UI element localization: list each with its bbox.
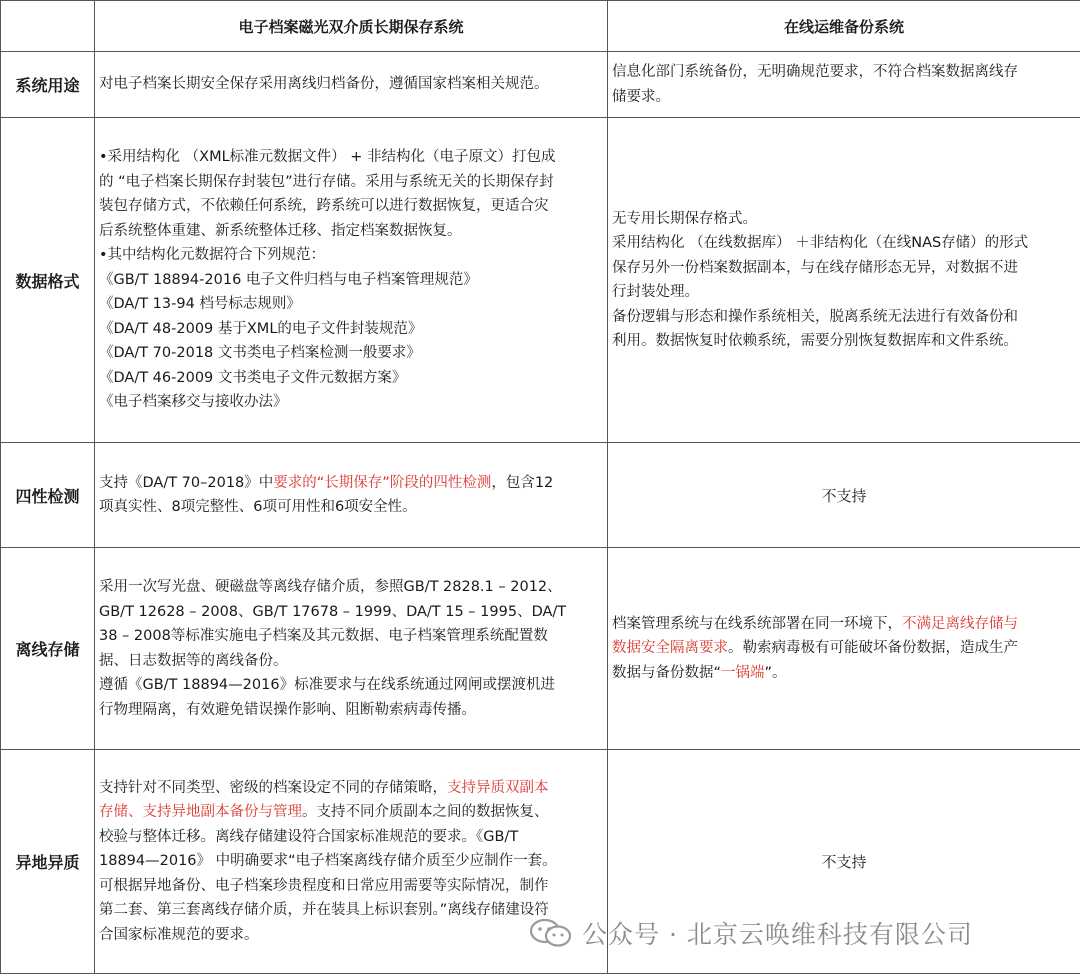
text-line	[612, 661, 1074, 686]
text-line: 的 “电子档案长期保存封装包”进行存储。采用与系统无关的长期保存封	[99, 173, 554, 190]
cell-left	[95, 443, 608, 548]
text-line: 遵循《GB/T 18894—2016》标准要求与在线系统通过网闸或摆渡机进	[99, 677, 556, 693]
text-line: 无专用长期保存格式。	[612, 210, 757, 227]
text-line: 保存另外一份档案数据副本，与在线存储形态无异，对数据不进	[612, 259, 1018, 276]
text-line	[99, 471, 601, 496]
text-line: •其中结构化元数据符合下列规范：	[99, 247, 326, 264]
text-line: 对电子档案长期安全保存采用离线归档备份，遵循国家档案相关规范。	[99, 76, 549, 93]
row-label: 四性检测	[1, 443, 95, 548]
header-empty	[1, 1, 95, 52]
watermark	[528, 915, 973, 951]
header-row	[1, 1, 1080, 52]
header-col-offline-system: 电子档案磁光双介质长期保存系统	[95, 1, 608, 52]
cell-right: 不支持	[608, 750, 1080, 974]
cell-right	[608, 52, 1080, 118]
row-label: 系统用途	[1, 52, 95, 118]
text-line: 合国家标准规范的要求。	[99, 926, 259, 943]
text-span: 支持《DA/T 70–2018》中	[99, 474, 274, 491]
text-line: GB/T 12628 – 2008、GB/T 17678 – 1999、DA/T 15 – 1995、DA/T	[99, 603, 567, 620]
text-line	[99, 776, 601, 801]
text-line: 《DA/T 70-2018 文书类电子档案检测一般要求》	[99, 345, 421, 362]
text-line: 信息化部门系统备份，无明确规范要求，不符合档案数据离线存	[612, 64, 1018, 80]
table-row	[1, 443, 1080, 548]
text-line: 《DA/T 13-94 档号标志规则》	[99, 296, 301, 313]
highlight-text: 不满足离线存储与	[902, 615, 1018, 632]
text-span: ”。	[764, 664, 787, 681]
text-line: 行封装处理。	[612, 284, 699, 300]
table-row	[1, 548, 1080, 750]
text-line: 储要求。	[612, 88, 670, 105]
text-span: 数据与备份数据“	[612, 664, 722, 681]
cell-right	[608, 548, 1080, 750]
text-span: 档案管理系统与在线系统部署在同一环境下，	[612, 615, 902, 632]
text-line: 采用结构化 （在线数据库） ＋非结构化（在线NAS存储）的形式	[612, 235, 1029, 251]
text-line	[99, 800, 601, 825]
row-label: 离线存储	[1, 548, 95, 750]
text-line: 《GB/T 18894-2016 电子文件归档与电子档案管理规范》	[99, 271, 478, 288]
text-line: 据、日志数据等的离线备份。	[99, 652, 288, 669]
table-row	[1, 52, 1080, 118]
cell-left	[95, 548, 608, 750]
text-line: •采用结构化 （XML标准元数据文件） + 非结构化（电子原文）打包成	[99, 149, 556, 166]
table-row	[1, 118, 1080, 443]
row-label: 异地异质	[1, 750, 95, 974]
highlight-text: 支持异质双副本	[447, 779, 549, 796]
cell-right: 不支持	[608, 443, 1080, 548]
text-line: 38 – 2008等标准实施电子档案及其元数据、电子档案管理系统配置数	[99, 628, 548, 644]
text-span: 。支持不同介质副本之间的数据恢复、	[302, 804, 549, 821]
text-line: 装包存储方式，不依赖任何系统，跨系统可以进行数据恢复，更适合灾	[99, 198, 549, 215]
text-span: ，包含12	[491, 474, 554, 491]
text-line: 后系统整体重建、新系统整体迁移、指定档案数据恢复。	[99, 222, 462, 239]
row-label: 数据格式	[1, 118, 95, 443]
watermark-text: 公众号 · 北京云唤维科技有限公司	[582, 920, 973, 949]
text-line: 《电子档案移交与接收办法》	[99, 394, 288, 411]
text-line: 项真实性、8项完整性、6项可用性和6项安全性。	[99, 499, 417, 515]
highlight-text: 数据安全隔离要求	[612, 640, 728, 657]
text-line: 18894—2016》 中明确要求“电子档案离线存储介质至少应制作一套。	[99, 853, 557, 870]
text-line	[612, 636, 1074, 661]
text-line	[612, 612, 1074, 637]
text-line: 利用。数据恢复时依赖系统，需要分别恢复数据库和文件系统。	[612, 333, 1018, 349]
text-line: 备份逻辑与形态和操作系统相关，脱离系统无法进行有效备份和	[612, 308, 1018, 325]
text-line: 校验与整体迁移。离线存储建设符合国家标准规范的要求。《GB/T	[99, 828, 519, 845]
text-span: 支持针对不同类型、密级的档案设定不同的存储策略，	[99, 779, 447, 796]
text-line: 《DA/T 46-2009 文书类电子文件元数据方案》	[99, 369, 407, 386]
cell-right	[608, 118, 1080, 443]
header-col-online-system: 在线运维备份系统	[608, 1, 1080, 52]
text-line: 可根据异地备份、电子档案珍贵程度和日常应用需要等实际情况，制作	[99, 877, 549, 894]
cell-left	[95, 118, 608, 443]
text-line: 行物理隔离，有效避免错误操作影响、阻断勒索病毒传播。	[99, 701, 476, 718]
highlight-text: 一锅端	[721, 664, 765, 681]
text-span: 。勒索病毒极有可能破坏备份数据，造成生产	[728, 640, 1018, 657]
cell-left	[95, 52, 608, 118]
text-line: 第二套、第三套离线存储介质，并在装具上标识套别。”离线存储建设符	[99, 902, 549, 919]
text-line: 《DA/T 48-2009 基于XML的电子文件封装规范》	[99, 320, 423, 337]
text-line: 采用一次写光盘、硬磁盘等离线存储介质，参照GB/T 2828.1 – 2012、	[99, 579, 562, 595]
highlight-text: 要求的“长期保存”阶段的四性检测	[273, 474, 492, 491]
highlight-text: 存储、支持异地副本备份与管理	[99, 804, 302, 821]
wechat-icon	[528, 918, 574, 948]
